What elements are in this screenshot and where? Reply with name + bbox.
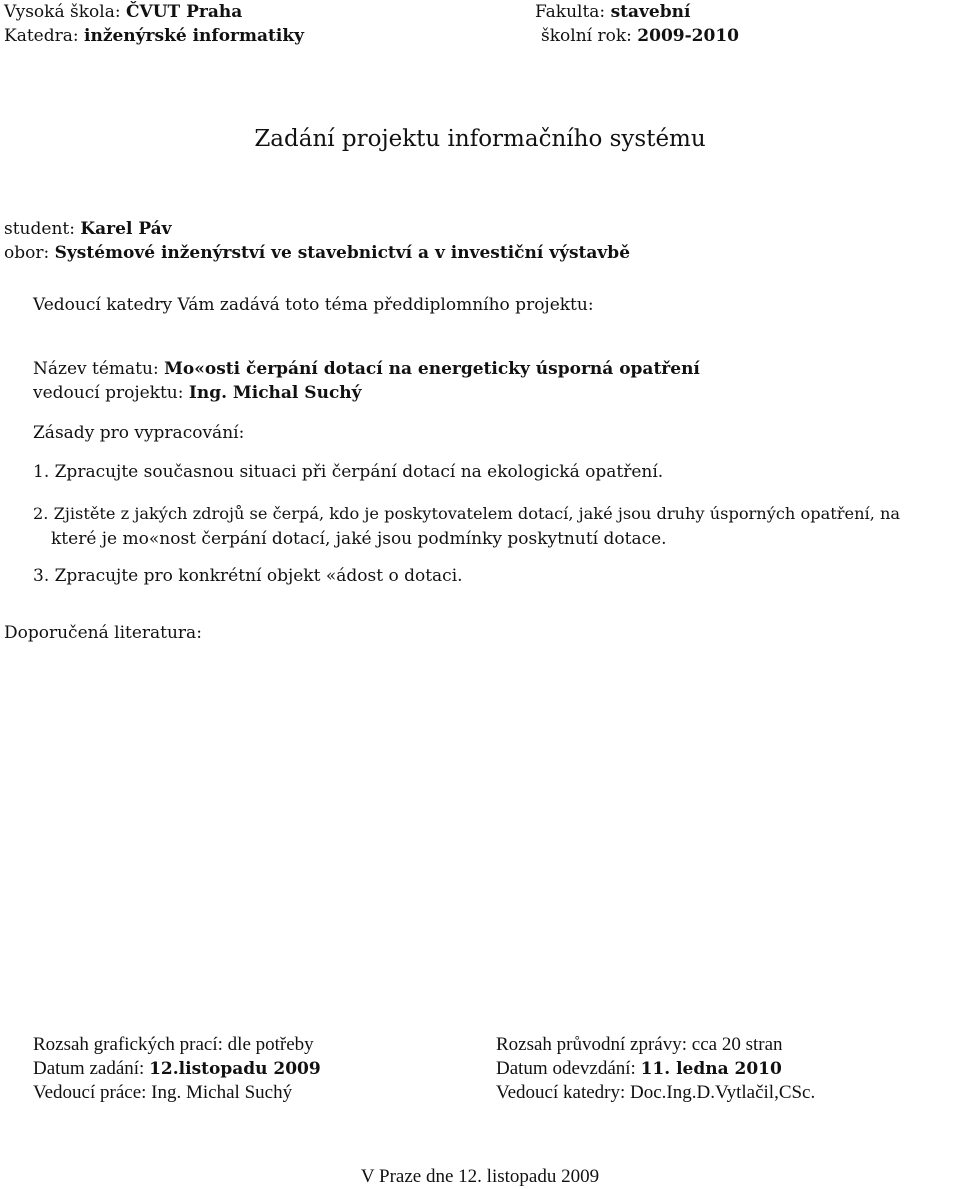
school-value: ČVUT Praha bbox=[125, 2, 243, 22]
principle-item-2: 2. Zjistěte z jakých zdrojů se čerpá, kdo je poskytovatelem dotací, jaké jsou druhy úsporných opatření, na bbox=[33, 504, 901, 523]
footer-assignment-date bbox=[33, 1057, 321, 1081]
school-line bbox=[4, 1, 242, 23]
footer-department-head bbox=[496, 1081, 815, 1105]
year-line bbox=[541, 25, 739, 47]
department-label: Katedra: bbox=[4, 26, 79, 46]
student-value: Karel Páv bbox=[80, 219, 172, 239]
footer-report-scope-value: cca 20 stran bbox=[691, 1034, 783, 1055]
school-label: Vysoká škola: bbox=[4, 2, 121, 22]
field-label: obor: bbox=[4, 243, 50, 263]
footer-assignment-date-value: 12.listopadu 2009 bbox=[149, 1059, 321, 1079]
intro-text: Vedoucí katedry Vám zadává toto téma předdiplomního projektu: bbox=[33, 295, 594, 315]
faculty-line bbox=[535, 1, 690, 23]
page-title: Zadání projektu informačního systému bbox=[254, 126, 706, 152]
footer-department-head-value: Doc.Ing.D.Vytlačil,CSc. bbox=[630, 1082, 816, 1103]
footer-graphics-scope-label: Rozsah grafických prací: bbox=[33, 1034, 223, 1055]
footer-department-head-label: Vedoucí katedry: bbox=[496, 1082, 626, 1103]
topic-label: Název tématu: bbox=[33, 359, 159, 379]
supervisor-line bbox=[33, 382, 362, 404]
footer-work-supervisor-label: Vedoucí práce: bbox=[33, 1082, 147, 1103]
footer-assignment-date-label: Datum zadání: bbox=[33, 1058, 145, 1079]
supervisor-value: Ing. Michal Suchý bbox=[188, 383, 362, 403]
year-label: školní rok: bbox=[541, 26, 632, 46]
topic-line bbox=[33, 358, 700, 380]
footer-submission-date-value: 11. ledna 2010 bbox=[640, 1059, 782, 1079]
footer-work-supervisor-value: Ing. Michal Suchý bbox=[151, 1082, 293, 1103]
footer-report-scope-label: Rozsah průvodní zprávy: bbox=[496, 1034, 688, 1055]
footer-graphics-scope bbox=[33, 1033, 314, 1057]
footer-graphics-scope-value: dle potřeby bbox=[227, 1034, 314, 1055]
student-label: student: bbox=[4, 219, 75, 239]
footer-submission-date bbox=[496, 1057, 782, 1081]
principles-heading: Zásady pro vypracování: bbox=[33, 423, 245, 443]
literature-label: Doporučená literatura: bbox=[4, 623, 202, 643]
field-value: Systémové inženýrství ve stavebnictví a v investiční výstavbě bbox=[54, 243, 631, 263]
principle-item-1: 1. Zpracujte současnou situaci při čerpání dotací na ekologická opatření. bbox=[33, 462, 664, 482]
principle-item-3: 3. Zpracujte pro konkrétní objekt «ádost o dotaci. bbox=[33, 566, 463, 586]
year-value: 2009-2010 bbox=[637, 26, 739, 46]
department-line bbox=[4, 25, 304, 47]
principle-item-2-continuation: které je mo«nost čerpání dotací, jaké jsou podmínky poskytnutí dotace. bbox=[51, 529, 667, 549]
place-date: V Praze dne 12. listopadu 2009 bbox=[360, 1166, 600, 1187]
footer-report-scope bbox=[496, 1033, 783, 1057]
topic-value: Mo«osti čerpání dotací na energeticky úsporná opatření bbox=[164, 359, 700, 379]
student-line bbox=[4, 218, 172, 240]
footer-submission-date-label: Datum odevzdání: bbox=[496, 1058, 636, 1079]
faculty-label: Fakulta: bbox=[535, 2, 606, 22]
field-line bbox=[4, 242, 630, 264]
faculty-value: stavební bbox=[610, 2, 691, 22]
footer-work-supervisor bbox=[33, 1081, 292, 1105]
supervisor-label: vedoucí projektu: bbox=[33, 383, 184, 403]
department-value: inženýrské informatiky bbox=[84, 26, 304, 46]
